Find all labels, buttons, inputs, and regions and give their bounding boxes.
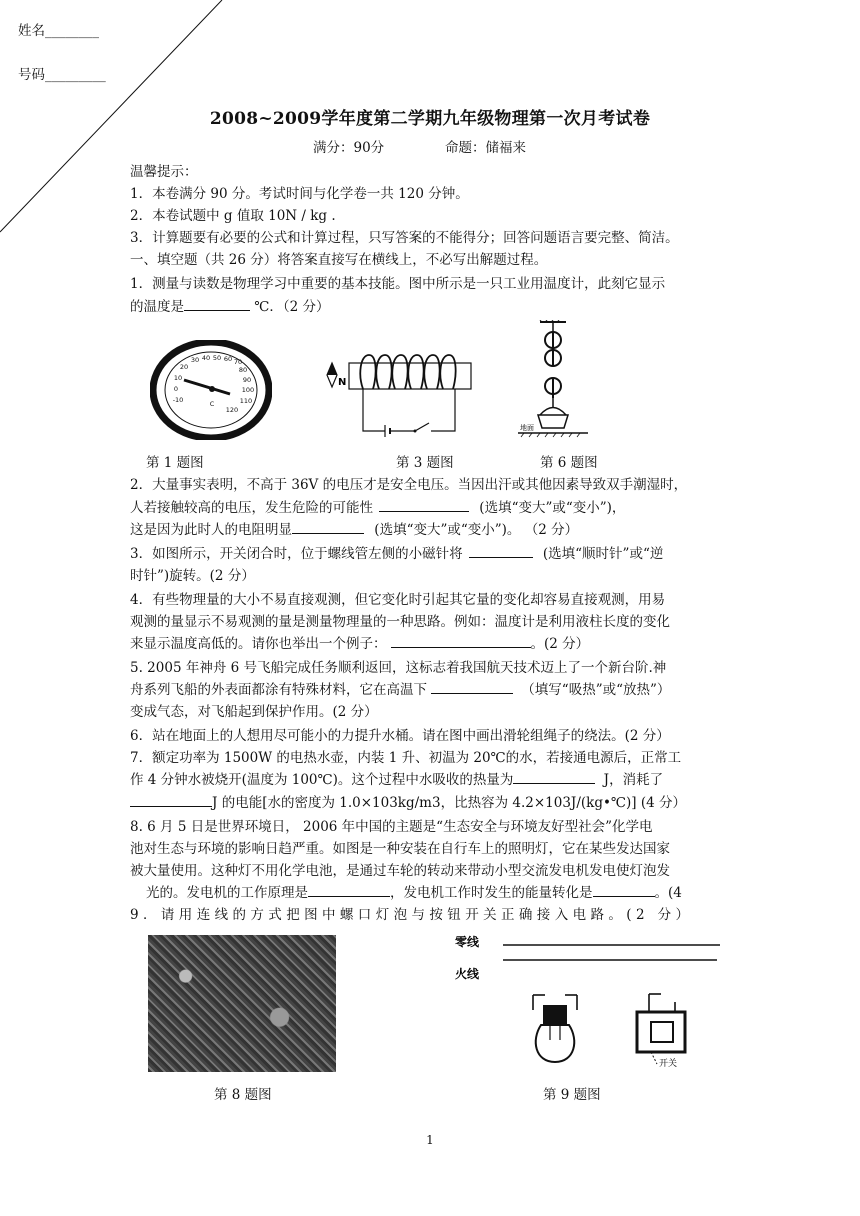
answer-blank[interactable]: [379, 497, 469, 512]
thermometer-figure: [150, 340, 272, 440]
answer-blank[interactable]: [308, 882, 390, 897]
bicycle-generator-photo: [148, 935, 336, 1072]
answer-blank[interactable]: [593, 882, 655, 897]
question-7-text: J 的电能[水的密度为 1.0×103kg/m3，比热容为 4.2×103J/(kg•℃)] (4 分）: [130, 792, 686, 814]
scale-label: C: [209, 400, 215, 408]
scale-label: 80: [238, 366, 248, 374]
question-1-text: 的温度是 ℃．（2 分）: [130, 296, 330, 318]
question-7-text: 7．额定功率为 1500W 的电热水壶，内装 1 升、初温为 20℃的水，若接通电源后，正常工: [130, 750, 682, 766]
notice-heading: 温馨提示：: [130, 164, 198, 180]
svg-text:地面: 地面: [520, 424, 534, 432]
scale-label: 90: [242, 376, 252, 384]
question-2-text: 人若接触较高的电压，发生危险的可能性 (选填“变大”或“变小”)，: [130, 497, 625, 519]
svg-text:开关: 开关: [659, 1059, 678, 1069]
scale-label: 60: [223, 355, 233, 363]
scale-label: 110: [239, 397, 253, 405]
figure-caption: 第 9 题图: [543, 1087, 601, 1103]
question-8-text: 8. 6 月 5 日是世界环境日， 2006 年中国的主题是“生态安全与环境友好型社会”化学电: [130, 819, 653, 835]
full-score: 满分：90分: [313, 140, 385, 156]
question-8-text: 光的。发电机的工作原理是 ，发电机工作时发生的能量转化是 。(4: [146, 882, 682, 904]
circuit-figure: [455, 930, 735, 1070]
bulb-icon: [536, 1025, 575, 1062]
number-field[interactable]: 号码_________: [18, 67, 106, 83]
page-title: 2008~2009学年度第二学期九年级物理第一次月考试卷: [209, 109, 651, 129]
exam-author: 命题：储福来: [445, 140, 526, 156]
figure-caption: 第 6 题图: [540, 455, 598, 471]
scale-label: 70: [233, 358, 243, 366]
question-4-text: 4．有些物理量的大小不易直接观测，但它变化时引起其它量的变化却容易直接观测，用易: [130, 592, 666, 608]
scale-label: 50: [212, 354, 222, 362]
bulb-base-icon: [543, 1005, 567, 1025]
page-number: 1: [426, 1133, 434, 1147]
question-7-text: 作 4 分钟水被烧开(温度为 100℃)。这个过程中水吸收的热量为 J，消耗了: [130, 769, 663, 791]
question-5-text: 舟系列飞船的外表面都涂有特殊材料，它在高温下 （填写“吸热”或“放热”）: [130, 679, 670, 701]
solenoid-figure: [325, 345, 475, 441]
answer-blank[interactable]: [513, 769, 595, 784]
question-9-text: 9．请用连线的方式把图中螺口灯泡与按钮开关正确接入电路。(2 分）: [130, 907, 694, 923]
question-2-text: 2．大量事实表明，不高于 36V 的电压才是安全电压。当因出汗或其他因素导致双手潮湿时，: [130, 477, 688, 493]
answer-blank[interactable]: [469, 543, 533, 558]
question-2-text: 这是因为此时人的电阻明显 (选填“变大”或“变小”)。 （2 分）: [130, 519, 578, 541]
scale-label: 120: [225, 406, 239, 414]
section-heading: 一、填空题（共 26 分）将答案直接写在横线上，不必写出解题过程。: [130, 252, 548, 268]
scale-label: 40: [201, 354, 211, 362]
question-6-text: 6．站在地面上的人想用尽可能小的力提升水桶。请在图中画出滑轮组绳子的绕法。(2 分）: [130, 728, 670, 744]
question-3-text: 时针”)旋转。(2 分）: [130, 568, 255, 584]
scale-label: 20: [179, 363, 189, 371]
notice-item: 1．本卷满分 90 分。考试时间与化学卷一共 120 分钟。: [130, 186, 469, 202]
figure-caption: 第 3 题图: [396, 455, 454, 471]
question-4-text: 观测的量显示不易观测的量是测量物理量的一种思路。例如：温度计是利用液柱长度的变化: [130, 614, 670, 630]
scale-label: 0: [173, 385, 179, 393]
svg-text:火线: 火线: [455, 967, 480, 981]
notice-item: 3．计算题要有必要的公式和计算过程，只写答案的不能得分；回答问题语言要完整、简洁。: [130, 230, 679, 246]
question-5-text: 5. 2005 年神舟 6 号飞船完成任务顺利返回，这标志着我国航天技术迈上了一个新台阶.神: [130, 660, 667, 676]
question-8-text: 池对生态与环境的影响日趋严重。如图是一种安装在自行车上的照明灯，它在某些发达国家: [130, 841, 670, 857]
scale-label: 30: [190, 356, 200, 364]
question-8-text: 被大量使用。这种灯不用化学电池，是通过车轮的转动来带动小型交流发电机发电使灯泡发: [130, 863, 670, 879]
answer-blank[interactable]: [431, 679, 513, 694]
svg-text:N: N: [338, 377, 347, 388]
question-5-text: 变成气态，对飞船起到保护作用。(2 分）: [130, 704, 378, 720]
notice-item: 2．本卷试题中 g 值取 10N / kg .: [130, 208, 336, 224]
pulley-figure: [518, 320, 588, 442]
answer-blank[interactable]: [184, 296, 250, 311]
question-1-text: 1．测量与读数是物理学习中重要的基本技能。图中所示是一只工业用温度计，此刻它显示: [130, 276, 666, 292]
answer-blank[interactable]: [391, 633, 531, 648]
svg-text:零线: 零线: [455, 935, 480, 949]
scale-label: 10: [173, 374, 183, 382]
question-3-text: 3．如图所示，开关闭合时，位于螺线管左侧的小磁针将 (选填“顺时针”或“逆: [130, 543, 663, 565]
scale-label: 100: [241, 386, 255, 394]
scale-label: -10: [172, 396, 184, 404]
answer-blank[interactable]: [130, 792, 212, 807]
figure-caption: 第 8 题图: [214, 1087, 272, 1103]
answer-blank[interactable]: [292, 519, 364, 534]
figure-caption: 第 1 题图: [146, 455, 204, 471]
question-4-text: 来显示温度高低的。请你也举出一个例子： 。(2 分）: [130, 633, 589, 655]
name-field[interactable]: 姓名________: [18, 23, 99, 39]
